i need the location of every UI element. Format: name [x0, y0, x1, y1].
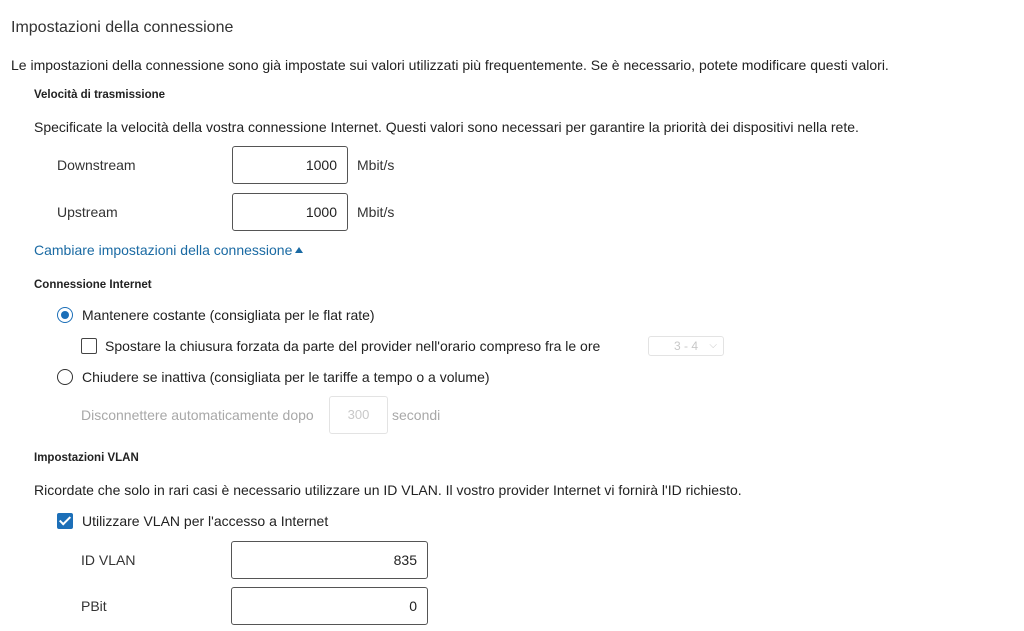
shift-hours-select[interactable]	[648, 336, 724, 356]
upstream-label: Upstream	[57, 204, 118, 220]
chevron-down-icon: ⌵	[709, 340, 717, 351]
use-vlan-label[interactable]: Utilizzare VLAN per l'accesso a Internet	[82, 513, 329, 529]
pbit-label: PBit	[81, 598, 107, 614]
vlan-description: Ricordate che solo in rari casi è necessario utilizzare un ID VLAN. Il vostro provider Internet vi fornirà l'ID richiesto.	[34, 482, 742, 498]
page-intro: Le impostazioni della connessione sono già impostate sui valori utilizzati più frequentemente. Se è necessario, potete modificare questi valori.	[11, 57, 889, 73]
upstream-input[interactable]: 1000	[232, 193, 348, 231]
change-connection-settings-label: Cambiare impostazioni della connessione	[34, 242, 293, 258]
vlan-id-label: ID VLAN	[81, 552, 136, 568]
shift-hours-value: 3 - 4	[673, 339, 698, 353]
disconnect-unit: secondi	[392, 407, 441, 423]
downstream-label: Downstream	[57, 157, 136, 173]
vlan-id-input[interactable]: 835	[231, 541, 428, 579]
shift-disconnect-label[interactable]: Spostare la chiusura forzata da parte del provider nell'orario compreso fra le ore	[105, 338, 601, 354]
speed-heading: Velocità di trasmissione	[34, 89, 166, 101]
pbit-input[interactable]: 0	[231, 587, 428, 625]
upstream-unit: Mbit/s	[357, 204, 395, 220]
internet-heading: Connessione Internet	[34, 279, 152, 291]
downstream-unit: Mbit/s	[357, 157, 395, 173]
disconnect-label: Disconnettere automaticamente dopo	[81, 407, 314, 423]
page-title: Impostazioni della connessione	[11, 19, 234, 36]
speed-description: Specificate la velocità della vostra connessione Internet. Questi valori sono necessari per garantire la priorità dei dispositivi nella rete.	[34, 119, 859, 135]
disconnect-input[interactable]: 300	[329, 396, 388, 434]
radio-constant-label[interactable]: Mantenere costante (consigliata per le flat rate)	[82, 307, 375, 323]
caret-up-icon	[295, 247, 303, 253]
radio-idle[interactable]	[57, 369, 73, 385]
change-connection-settings-link[interactable]	[34, 242, 303, 258]
shift-disconnect-checkbox[interactable]	[81, 338, 97, 354]
radio-constant[interactable]	[57, 307, 73, 323]
downstream-input[interactable]: 1000	[232, 146, 348, 184]
vlan-heading: Impostazioni VLAN	[34, 452, 139, 464]
radio-idle-label[interactable]: Chiudere se inattiva (consigliata per le tariffe a tempo o a volume)	[82, 369, 490, 385]
use-vlan-checkbox[interactable]	[57, 513, 73, 529]
